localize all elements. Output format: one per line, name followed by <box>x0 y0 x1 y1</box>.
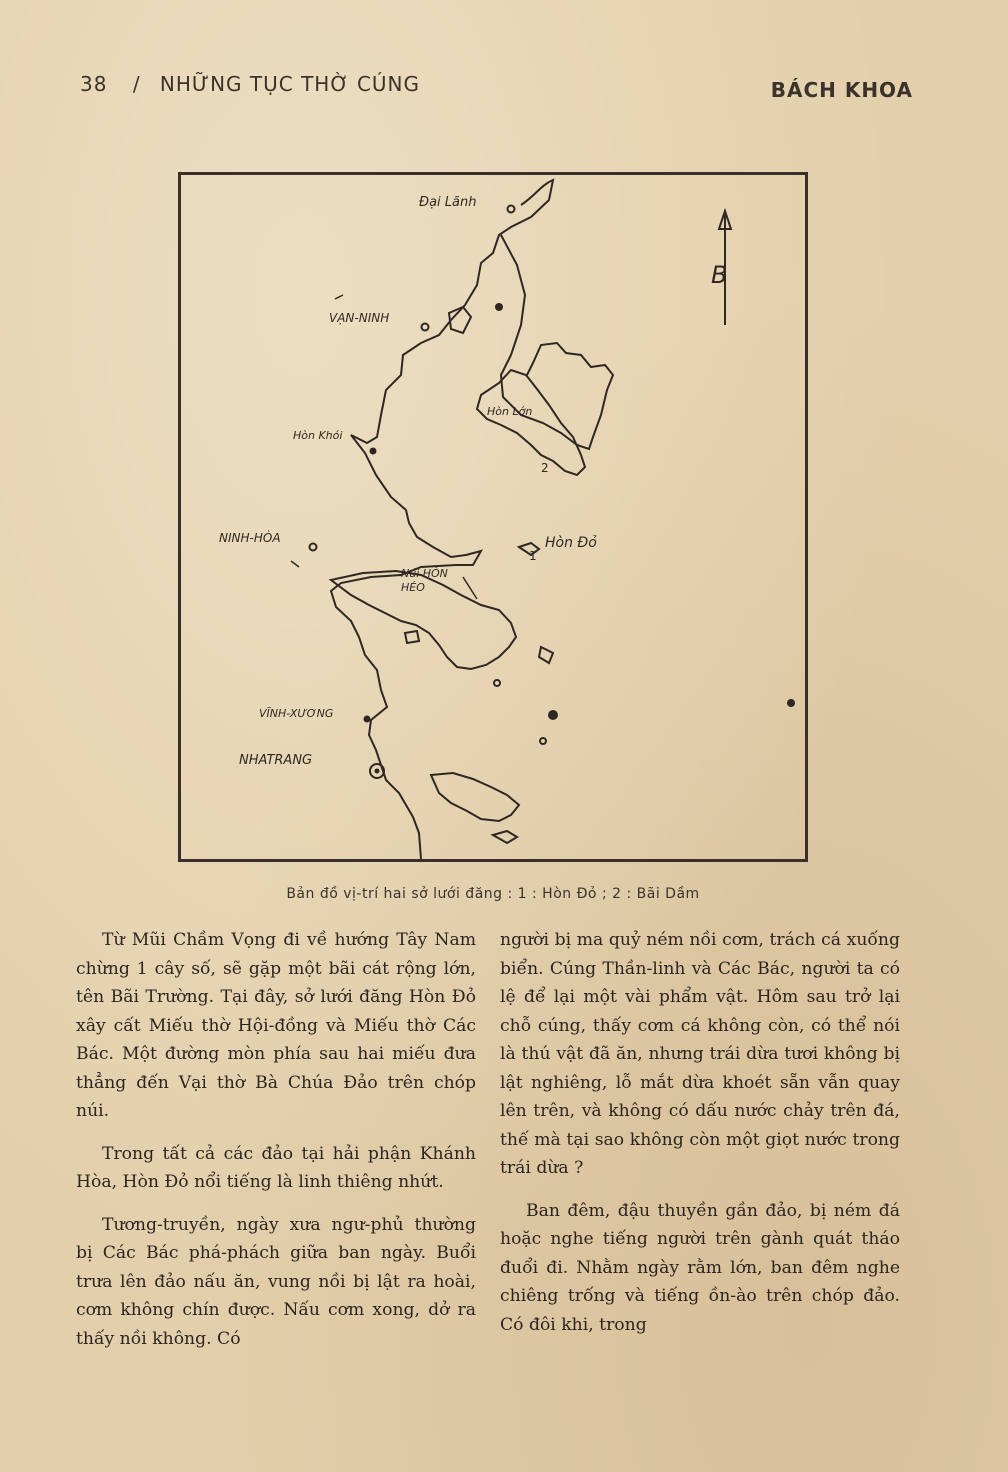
page-number: 38 <box>80 72 108 96</box>
label-nha-trang: NHATRANG <box>239 753 313 768</box>
nha-trang-center <box>375 769 380 774</box>
leader-van-ninh <box>335 295 343 299</box>
label-nui-hon-heo: Núi HÒN HÉO <box>401 567 448 594</box>
right-column <box>500 926 900 1353</box>
label-ninh-hoa: NINH-HÒA <box>219 531 281 545</box>
vinh-xuong-dot <box>364 716 371 723</box>
marker-2: 2 <box>541 461 549 475</box>
magazine-name: BÁCH KHOA <box>770 78 913 102</box>
page-header <box>80 72 913 108</box>
header-left <box>80 72 420 96</box>
small-island-a <box>493 831 517 843</box>
dai-lanh-dot <box>508 206 515 213</box>
section-title: NHỮNG TỤC THỜ CÚNG <box>159 72 421 96</box>
islet-g <box>494 680 500 686</box>
islet-h <box>787 699 795 707</box>
map-caption: Bản đồ vị-trí hai sở lưới đăng : 1 : Hòn Đỏ ; 2 : Bãi Dầm <box>286 886 700 902</box>
hon-lon-island <box>477 370 585 475</box>
right-paragraph-2: Ban đêm, đậu thuyền gần đảo, bị ném đá hoặc nghe tiếng người trên gành quát tháo đuổi đi. Nhằm ngày rằm lớn, ban đêm nghe chiêng trống và tiếng ồn-ào trên chóp đảo. Có đôi khi, trong <box>500 1200 900 1335</box>
left-paragraph-2: Trong tất cả các đảo tại hải phận Khánh Hòa, Hòn Đỏ nổi tiếng là linh thiêng nhứt. <box>76 1143 476 1192</box>
hon-khoi-dot <box>370 448 377 455</box>
islet-e <box>548 710 558 720</box>
islet-i <box>495 303 503 311</box>
label-van-ninh: VẠN-NINH <box>329 311 390 325</box>
label-vinh-xuong: VĨNH-XƯƠNG <box>259 707 334 720</box>
left-paragraph-3: Tương-truyền, ngày xưa ngư-phủ thường bị Các Bác phá-phách giữa ban ngày. Buổi trưa lên đảo nấu ăn, vung nồi bị lật ra hoài, cơm không chín được. Nấu cơm xong, dở ra thấy nồi không. Có <box>76 1214 476 1349</box>
label-hon-lon: Hòn Lớn <box>487 405 533 418</box>
map-figure <box>178 172 808 862</box>
header-separator: / <box>132 72 141 96</box>
van-ninh-dot <box>422 324 429 331</box>
north-label: B <box>711 261 728 289</box>
leader-ninh-hoa <box>291 561 299 567</box>
islet-f <box>540 738 546 744</box>
marker-1: 1 <box>529 549 537 563</box>
mainland-coastline <box>331 180 553 859</box>
left-column <box>76 926 476 1367</box>
label-dai-lanh: Đại Lãnh <box>419 195 477 210</box>
ninh-hoa-dot <box>310 544 317 551</box>
left-paragraph-1: Từ Mũi Chầm Vọng đi về hướng Tây Nam chừng 1 cây số, sẽ gặp một bãi cát rộng lớn, tên Bãi Trường. Tại đây, sở lưới đăng Hòn Đỏ xây cất Miếu thờ Hội-đồng và Miếu thờ Các Bác. Một đường mòn phía sau hai miếu đưa thẳng đến Vại thờ Bà Chúa Đảo trên chóp núi. <box>76 930 476 1121</box>
islet-b <box>539 647 553 663</box>
label-hon-do: Hòn Đỏ <box>545 535 597 551</box>
islet-c <box>405 631 419 643</box>
right-paragraph-1: người bị ma quỷ ném nồi cơm, trách cá xuống biển. Cúng Thần-linh và Các Bác, người ta có lệ để lại một vài phẩm vật. Hôm sau trở lại chỗ cúng, thấy cơm cá không còn, có thể nói là thú vật đã ăn, nhưng trái dừa tươi không bị lật nghiêng, lỗ mắt dừa khoét sẵn vẫn quay lên trên, và không có dấu nước chảy trên đá, thế mà tại sao không còn một giọt nước trong trái dừa ? <box>500 930 900 1178</box>
label-hon-khoi: Hòn Khói <box>293 429 343 442</box>
hon-tre-island <box>431 773 519 821</box>
